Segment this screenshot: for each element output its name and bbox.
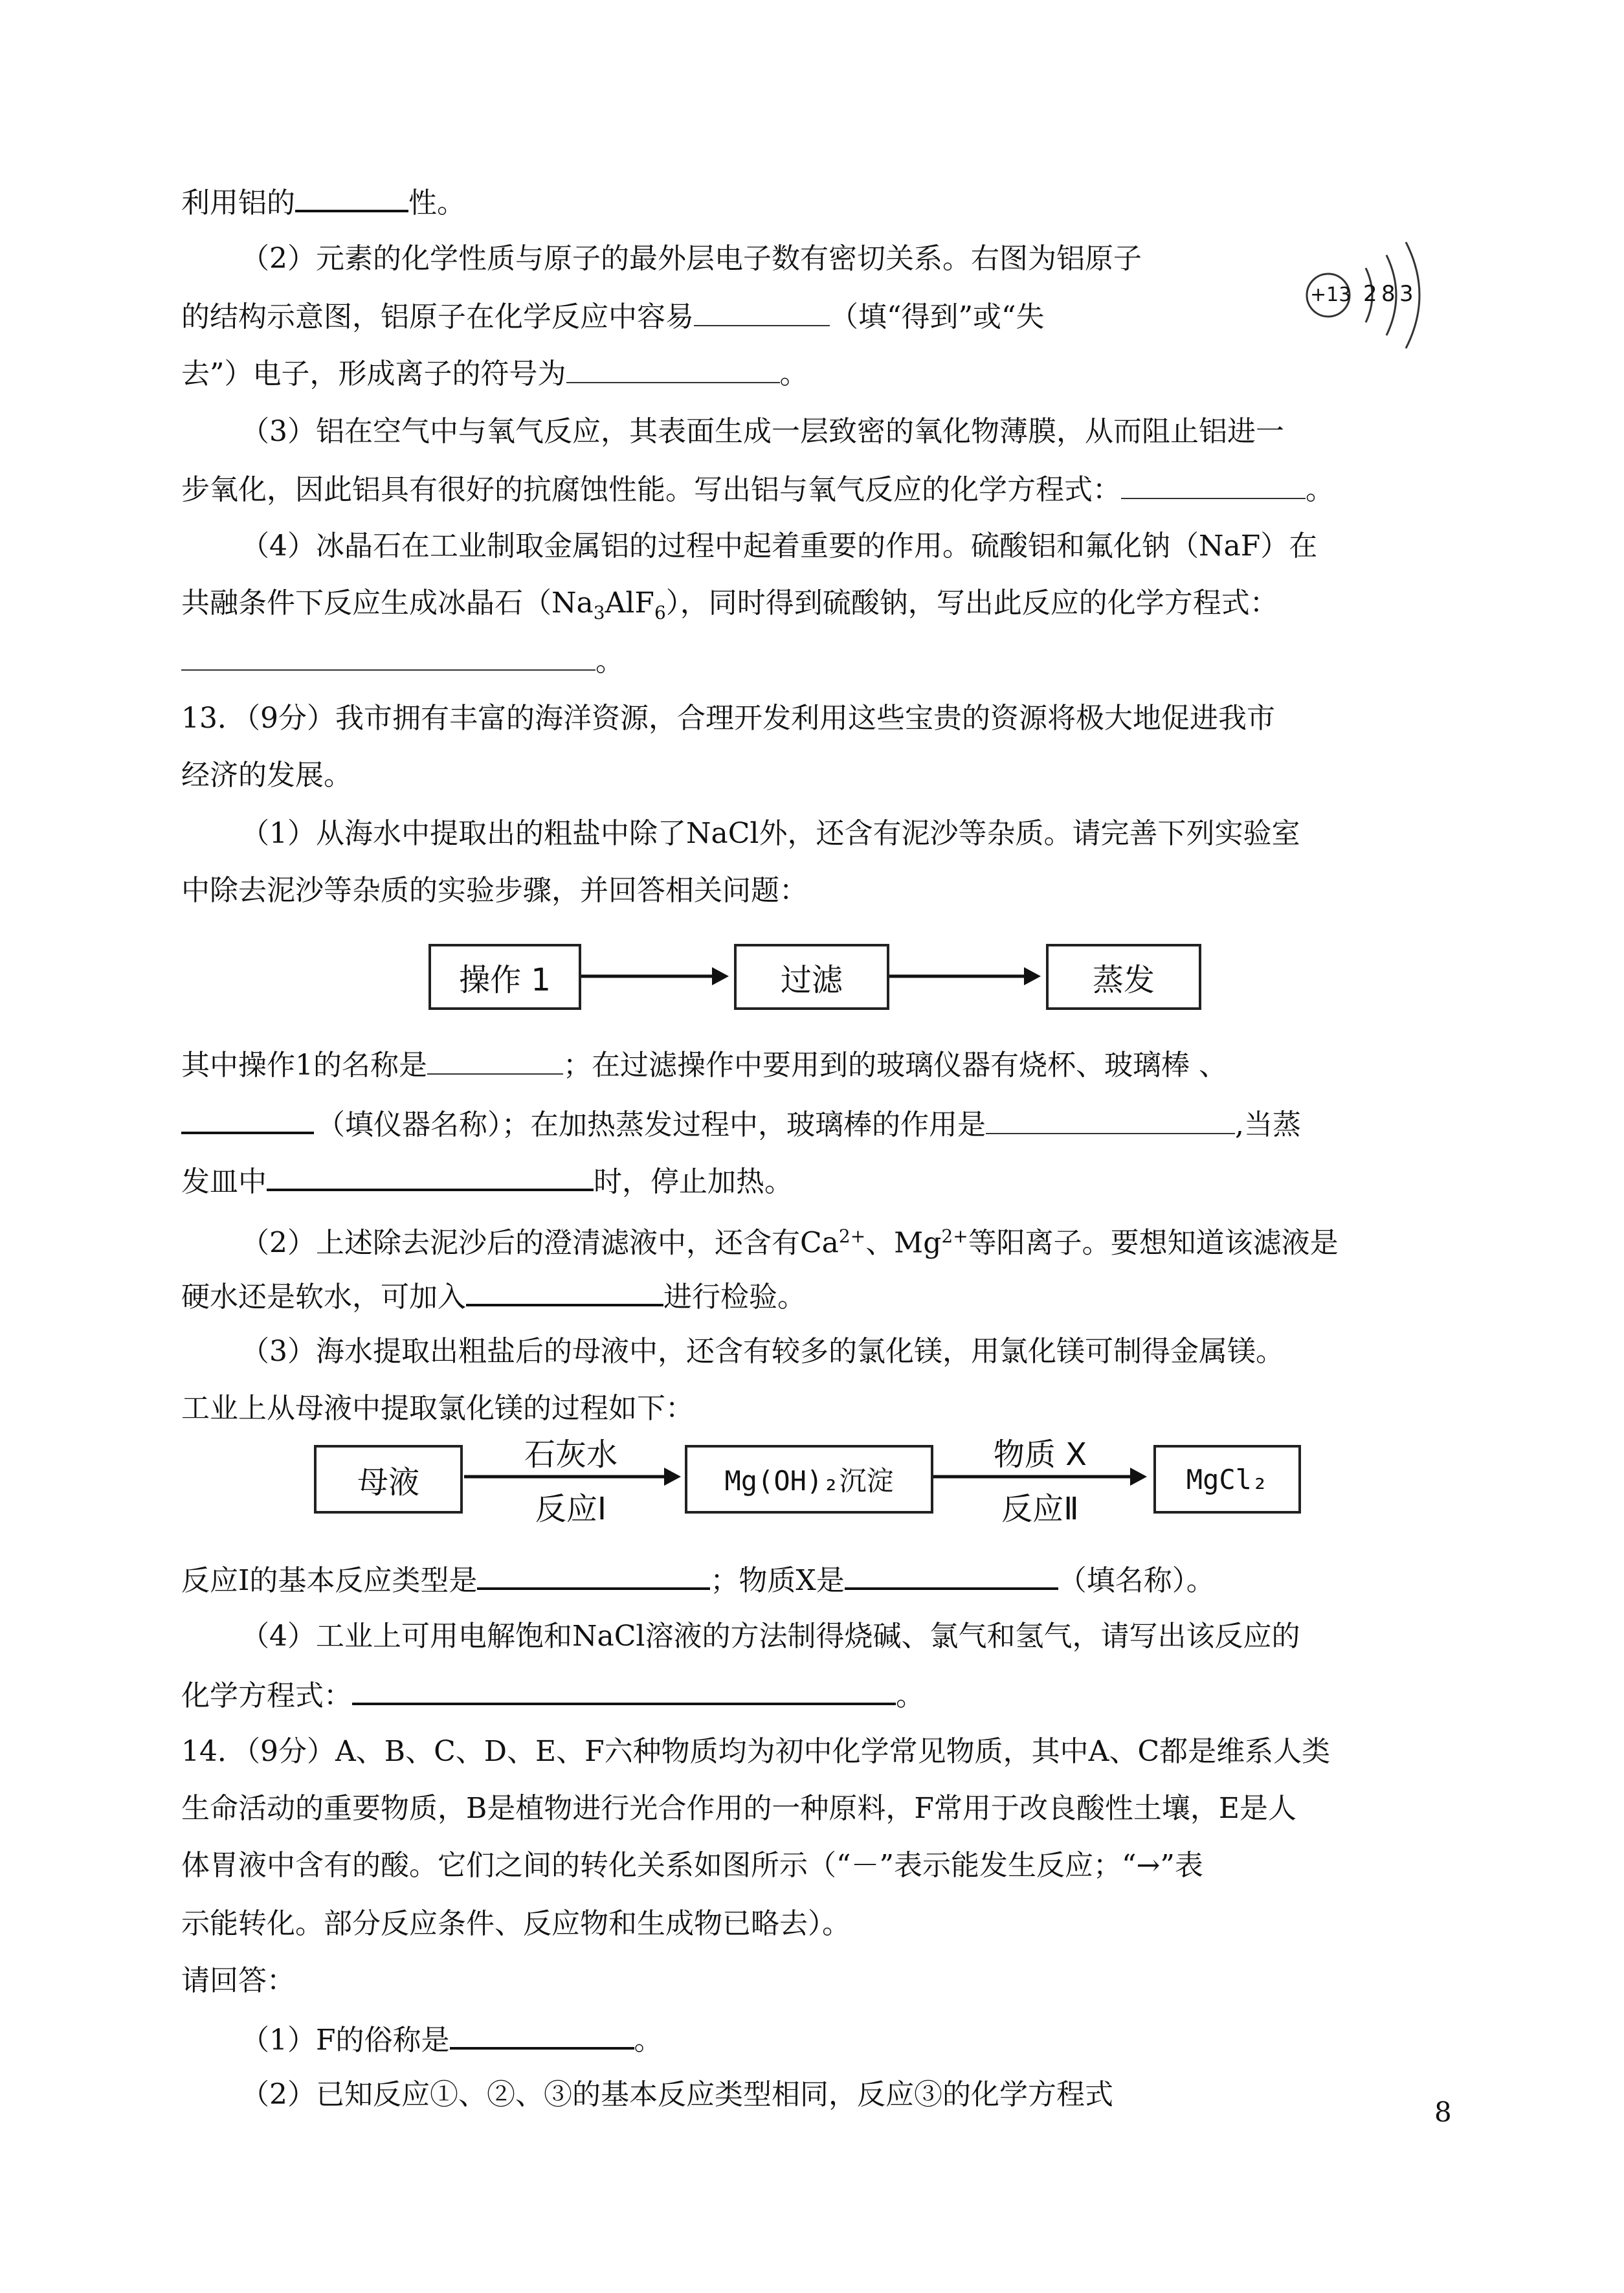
answer-blank[interactable] — [181, 641, 595, 671]
answer-blank[interactable] — [694, 296, 830, 326]
answer-blank[interactable] — [1121, 469, 1306, 499]
text-line: （1）从海水中提取出的粗盐中除了NaCl外，还含有泥沙等杂质。请完善下列实验室 — [241, 817, 1300, 850]
nucleus-charge: +13 — [1310, 284, 1351, 306]
answer-blank[interactable] — [295, 181, 408, 212]
text-line: （4）冰晶石在工业制取金属铝的过程中起着重要的作用。硫酸铝和氟化钠（NaF）在 — [241, 530, 1318, 563]
answer-blank[interactable] — [986, 1104, 1235, 1134]
answer-blank[interactable] — [267, 1160, 594, 1191]
text-line: 经济的发展。 — [181, 759, 352, 792]
text-line: （4）工业上可用电解饱和NaCl溶液的方法制得烧碱、氯气和氢气，请写出该反应的 — [241, 1620, 1300, 1653]
answer-blank[interactable] — [427, 1045, 563, 1075]
text-line: 反应Ⅰ的基本反应类型是 ；物质X是 （填名称）。 — [181, 1559, 1215, 1599]
text-line: 发皿中 时，停止加热。 — [181, 1160, 793, 1200]
text-line: 生命活动的重要物质，B是植物进行光合作用的一种原料，F常用于改良酸性土壤，E是人 — [181, 1792, 1296, 1825]
answer-blank[interactable] — [352, 1674, 896, 1705]
answer-blank[interactable] — [566, 353, 780, 383]
answer-blank[interactable] — [477, 1559, 710, 1590]
text-line: 去”）电子，形成离子的符号为 。 — [181, 353, 808, 394]
atom-structure-diagram — [1301, 233, 1430, 356]
text-line: （3）铝在空气中与氧气反应，其表面生成一层致密的氧化物薄膜，从而阻止铝进一 — [241, 415, 1284, 448]
answer-blank[interactable] — [466, 1275, 663, 1306]
text-line: （填仪器名称）；在加热蒸发过程中，玻璃棒的作用是 ,当蒸 — [181, 1103, 1301, 1143]
text-line: 步氧化，因此铝具有很好的抗腐蚀性能。写出铝与氧气反应的化学方程式： 。 — [181, 469, 1334, 509]
shell-electrons-3: 3 — [1399, 281, 1414, 307]
text-line: 中除去泥沙等杂质的实验步骤，并回答相关问题： — [181, 874, 808, 907]
text-line: 共融条件下反应生成冰晶石$(Na_3AlF_6)$，同时得到硫酸钠，写出此反应的化学方程式： — [181, 587, 1278, 623]
answer-blank[interactable] — [845, 1559, 1058, 1590]
text-line: 。 — [181, 641, 624, 681]
arrow2-reagent-label: 物质 X — [993, 1437, 1087, 1473]
text-line: 硬水还是软水，可加入 进行检验。 — [181, 1275, 806, 1315]
text-line: （3）海水提取出粗盐后的母液中，还含有较多的氯化镁，用氯化镁可制得金属镁。 — [241, 1335, 1284, 1368]
text-line: 化学方程式： 。 — [181, 1674, 924, 1714]
text-line: 请回答： — [181, 1964, 295, 1997]
text-line: 其中操作1的名称是 ；在过滤操作中要用到的玻璃仪器有烧杯、玻璃棒 、 — [181, 1045, 1227, 1085]
text-line: （2）上述除去泥沙后的澄清滤液中，还含有$Ca^{2+}$、$Mg^{2+}$等阳离子。要想知道该滤液是 — [241, 1225, 1339, 1260]
answer-blank[interactable] — [181, 1103, 314, 1134]
flow-mgcl2: MgCl₂ — [1153, 1445, 1301, 1514]
text-line: 示能转化。部分反应条件、反应物和生成物已略去）。 — [181, 1907, 851, 1940]
arrow1-reagent-label: 石灰水 — [524, 1437, 617, 1473]
text-line: 利用铝的 性。 — [181, 181, 465, 221]
flow-mother-liquor: 母液 — [314, 1445, 463, 1514]
flow-step-filter: 过滤 — [734, 944, 889, 1010]
text-line: 体胃液中含有的酸。它们之间的转化关系如图所示（“－”表示能发生反应；“→”表 — [181, 1849, 1203, 1882]
flow-mg-oh2-precipitate: Mg(OH)₂沉淀 — [685, 1445, 933, 1514]
page-number: 8 — [1434, 2096, 1452, 2128]
arrow2-reaction-label: 反应Ⅱ — [1001, 1491, 1079, 1527]
text-line: （1）F的俗称是 。 — [241, 2019, 663, 2059]
question-14-line: 14．（9分）A、B、C、D、E、F六种物质均为初中化学常见物质，其中A、C都是维系人类 — [181, 1735, 1331, 1768]
text-line: （2）元素的化学性质与原子的最外层电子数有密切关系。右图为铝原子 — [241, 242, 1142, 275]
text-line: 工业上从母液中提取氯化镁的过程如下： — [181, 1392, 694, 1425]
text-line: 的结构示意图，铝原子在化学反应中容易 （填“得到”或“失 — [181, 296, 1044, 337]
flow-step-evaporate: 蒸发 — [1046, 944, 1201, 1010]
shell-electrons-2: 8 — [1381, 281, 1396, 307]
text-line: （2）已知反应①、②、③的基本反应类型相同，反应③的化学方程式 — [241, 2078, 1113, 2111]
answer-blank[interactable] — [450, 2019, 634, 2050]
arrow1-reaction-label: 反应Ⅰ — [535, 1491, 607, 1527]
flow-step-operation-1: 操作 1 — [428, 944, 581, 1010]
question-13-line: 13．（9分）我市拥有丰富的海洋资源，合理开发利用这些宝贵的资源将极大地促进我市 — [181, 702, 1275, 735]
shell-electrons-1: 2 — [1363, 281, 1377, 307]
